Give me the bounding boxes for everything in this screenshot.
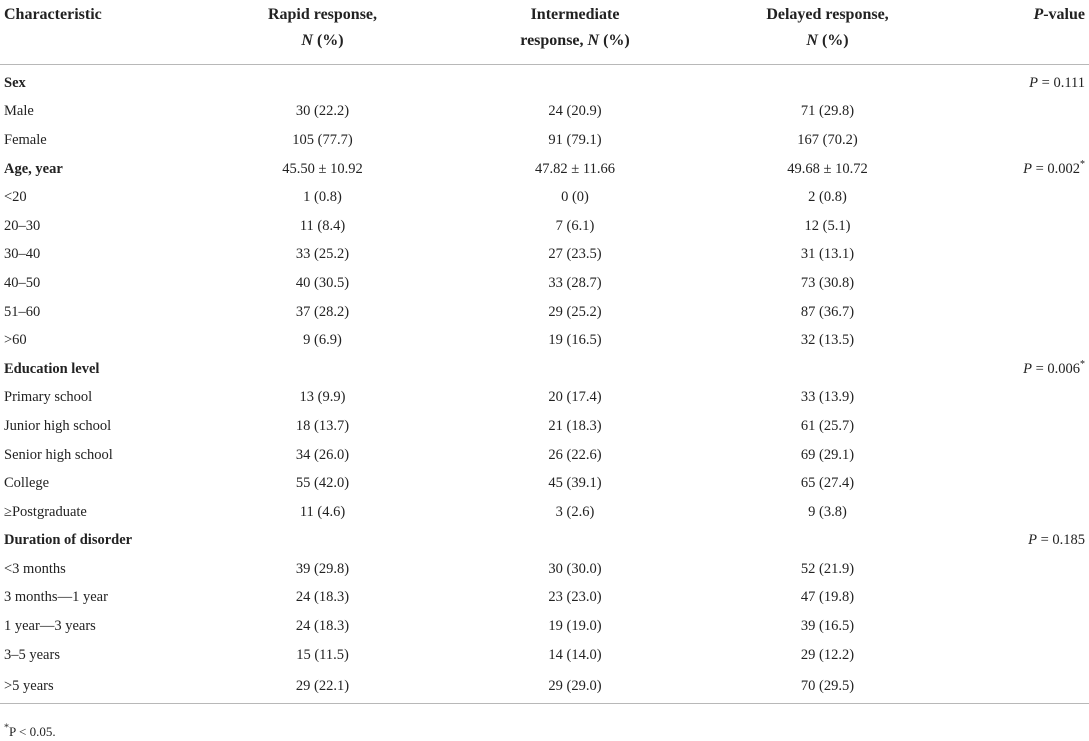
cell-delayed-response-text: 29 (12.2): [800, 646, 855, 663]
cell-characteristic: [0, 555, 190, 584]
cell-rapid-response-text: 30 (22.2): [295, 103, 350, 120]
cell-rapid-response-text: 29 (22.1): [295, 677, 350, 694]
cell-intermediate-response: [455, 469, 695, 498]
cell-rapid-response: [190, 669, 455, 704]
table-row: [0, 298, 1089, 327]
cell-intermediate-response: [455, 212, 695, 241]
cell-characteristic: [0, 355, 190, 384]
header-rapid-pct: (%): [312, 32, 344, 49]
cell-delayed-response-text: 61 (25.7): [800, 417, 855, 434]
cell-p-value-text: P = 0.002: [1023, 160, 1080, 177]
cell-p-value: [960, 469, 1089, 498]
cell-rapid-response-text: 55 (42.0): [295, 475, 350, 492]
table-row: [0, 326, 1089, 355]
cell-characteristic: [0, 98, 190, 127]
table-row: [0, 669, 1089, 704]
table-row: [0, 584, 1089, 613]
table-row: [0, 469, 1089, 498]
cell-delayed-response-text: 69 (29.1): [800, 446, 855, 463]
table-row: [0, 498, 1089, 527]
cell-intermediate-response-text: 91 (79.1): [548, 131, 602, 148]
cell-delayed-response: [695, 412, 960, 441]
p-value-star: *: [1080, 158, 1085, 170]
cell-p-value: [960, 355, 1089, 384]
header-inter-line1: Intermediate: [530, 6, 620, 23]
cell-rapid-response-text: 18 (13.7): [295, 417, 350, 434]
table-body: [0, 65, 1089, 704]
cell-rapid-response: [190, 641, 455, 670]
cell-p-value: [960, 412, 1089, 441]
table-row: [0, 527, 1089, 556]
cell-intermediate-response: [455, 498, 695, 527]
cell-characteristic-text: 30–40: [4, 246, 41, 263]
cell-characteristic-text: 40–50: [4, 274, 41, 291]
cell-characteristic: [0, 527, 190, 556]
cell-rapid-response-text: 24 (18.3): [295, 589, 350, 606]
cell-intermediate-response: [455, 412, 695, 441]
table-row: [0, 612, 1089, 641]
cell-intermediate-response-text: 26 (22.6): [548, 446, 602, 463]
cell-rapid-response-text: 24 (18.3): [295, 618, 350, 635]
cell-rapid-response-text: 45.50 ± 10.92: [282, 160, 363, 177]
footnote-text: P < 0.05.: [9, 724, 56, 739]
cell-characteristic: [0, 669, 190, 704]
cell-delayed-response: [695, 641, 960, 670]
cell-rapid-response-text: 34 (26.0): [295, 446, 350, 463]
cell-delayed-response-text: 70 (29.5): [800, 677, 855, 694]
cell-characteristic-text: Sex: [4, 74, 26, 91]
cell-delayed-response: [695, 298, 960, 327]
cell-rapid-response-text: 33 (25.2): [295, 246, 350, 263]
cell-intermediate-response-text: 29 (25.2): [548, 303, 602, 320]
cell-intermediate-response: [455, 298, 695, 327]
table-row: [0, 155, 1089, 184]
cell-p-value-text: P = 0.185: [1028, 532, 1085, 549]
cell-characteristic: [0, 384, 190, 413]
cell-delayed-response: [695, 527, 960, 556]
table-row: [0, 65, 1089, 98]
cell-p-value: [960, 584, 1089, 613]
cell-characteristic-text: 3 months—1 year: [4, 589, 108, 606]
cell-characteristic: [0, 212, 190, 241]
cell-delayed-response-text: 65 (27.4): [800, 475, 855, 492]
cell-delayed-response-text: 12 (5.1): [804, 217, 851, 234]
cell-characteristic-text: 51–60: [4, 303, 41, 320]
cell-characteristic: [0, 412, 190, 441]
cell-characteristic-text: <3 months: [4, 560, 66, 577]
cell-p-value: [960, 641, 1089, 670]
cell-rapid-response: [190, 355, 455, 384]
cell-intermediate-response: [455, 183, 695, 212]
cell-characteristic: [0, 65, 190, 98]
cell-rapid-response: [190, 298, 455, 327]
cell-characteristic-text: Duration of disorder: [4, 532, 133, 549]
cell-rapid-response: [190, 469, 455, 498]
cell-rapid-response: [190, 183, 455, 212]
cell-p-value: [960, 441, 1089, 470]
cell-p-value-text: P = 0.111: [1029, 74, 1085, 91]
cell-rapid-response: [190, 98, 455, 127]
cell-delayed-response-text: 167 (70.2): [797, 131, 858, 148]
cell-rapid-response-text: 11 (4.6): [299, 503, 346, 520]
cell-intermediate-response-text: 33 (28.7): [548, 274, 602, 291]
cell-rapid-response: [190, 155, 455, 184]
cell-delayed-response: [695, 98, 960, 127]
cell-characteristic-text: Primary school: [4, 389, 93, 406]
cell-p-value: [960, 183, 1089, 212]
cell-intermediate-response: [455, 155, 695, 184]
table-row: [0, 384, 1089, 413]
table-row: [0, 212, 1089, 241]
cell-rapid-response: [190, 384, 455, 413]
cell-characteristic-text: >60: [4, 332, 27, 349]
cell-delayed-response: [695, 498, 960, 527]
table-row: [0, 126, 1089, 155]
header-characteristic: [0, 0, 190, 65]
cell-intermediate-response: [455, 612, 695, 641]
cell-rapid-response: [190, 584, 455, 613]
cell-p-value: [960, 126, 1089, 155]
cell-rapid-response: [190, 555, 455, 584]
cell-delayed-response: [695, 241, 960, 270]
cell-characteristic: [0, 298, 190, 327]
cell-characteristic-text: Junior high school: [4, 417, 112, 434]
table-row: [0, 412, 1089, 441]
cell-intermediate-response: [455, 584, 695, 613]
cell-characteristic-text: 20–30: [4, 217, 41, 234]
cell-rapid-response-text: 1 (0.8): [303, 189, 342, 206]
header-inter-prefix: response,: [520, 32, 588, 49]
cell-delayed-response-text: 33 (13.9): [800, 389, 855, 406]
cell-delayed-response: [695, 269, 960, 298]
cell-rapid-response: [190, 412, 455, 441]
cell-p-value: [960, 155, 1089, 184]
cell-p-value: [960, 98, 1089, 127]
cell-p-value: [960, 498, 1089, 527]
cell-delayed-response: [695, 669, 960, 704]
cell-delayed-response: [695, 355, 960, 384]
header-p-rest: -value: [1043, 6, 1085, 23]
cell-delayed-response-text: 52 (21.9): [800, 560, 855, 577]
cell-intermediate-response-text: 45 (39.1): [548, 475, 602, 492]
cell-characteristic: [0, 183, 190, 212]
cell-p-value: [960, 555, 1089, 584]
cell-delayed-response-text: 2 (0.8): [808, 189, 847, 206]
cell-delayed-response: [695, 326, 960, 355]
cell-characteristic-text: Female: [4, 131, 47, 148]
cell-intermediate-response-text: 21 (18.3): [548, 417, 602, 434]
cell-rapid-response: [190, 326, 455, 355]
cell-rapid-response: [190, 527, 455, 556]
p-value-star: *: [1080, 358, 1085, 370]
cell-rapid-response-text: 37 (28.2): [295, 303, 350, 320]
cell-characteristic: [0, 469, 190, 498]
cell-characteristic: [0, 584, 190, 613]
table-row: [0, 441, 1089, 470]
cell-rapid-response: [190, 441, 455, 470]
cell-delayed-response-text: 9 (3.8): [808, 503, 847, 520]
cell-characteristic-text: Age, year: [4, 160, 63, 177]
cell-delayed-response-text: 31 (13.1): [800, 246, 855, 263]
cell-characteristic-text: ≥Postgraduate: [4, 503, 87, 520]
cell-intermediate-response-text: 0 (0): [561, 189, 589, 206]
cell-delayed-response: [695, 584, 960, 613]
table-row: [0, 98, 1089, 127]
cell-intermediate-response-text: 47.82 ± 11.66: [535, 160, 615, 177]
cell-characteristic-text: 3–5 years: [4, 646, 60, 663]
cell-intermediate-response-text: 20 (17.4): [548, 389, 602, 406]
cell-delayed-response-text: 49.68 ± 10.72: [787, 160, 868, 177]
cell-intermediate-response-text: 7 (6.1): [555, 217, 595, 234]
cell-delayed-response-text: 47 (19.8): [800, 589, 855, 606]
cell-delayed-response: [695, 469, 960, 498]
cell-rapid-response-text: 11 (8.4): [299, 217, 346, 234]
cell-rapid-response-text: 40 (30.5): [295, 274, 350, 291]
cell-rapid-response: [190, 612, 455, 641]
cell-characteristic-text: 1 year—3 years: [4, 618, 96, 635]
header-inter-pct: (%): [599, 32, 630, 49]
cell-characteristic-text: College: [4, 475, 50, 492]
cell-characteristic-text: >5 years: [4, 677, 54, 694]
cell-rapid-response: [190, 269, 455, 298]
cell-delayed-response: [695, 126, 960, 155]
cell-delayed-response: [695, 65, 960, 98]
cell-p-value: [960, 298, 1089, 327]
header-delayed-response: [695, 0, 960, 65]
cell-intermediate-response: [455, 641, 695, 670]
cell-intermediate-response-text: 24 (20.9): [548, 103, 602, 120]
cell-intermediate-response: [455, 355, 695, 384]
cell-intermediate-response: [455, 555, 695, 584]
cell-characteristic-text: Senior high school: [4, 446, 113, 463]
cell-rapid-response: [190, 241, 455, 270]
cell-characteristic-text: Male: [4, 103, 34, 120]
cell-p-value: [960, 65, 1089, 98]
cell-characteristic: [0, 612, 190, 641]
table-row: [0, 241, 1089, 270]
cell-delayed-response-text: 73 (30.8): [800, 274, 855, 291]
cell-intermediate-response-text: 29 (29.0): [548, 677, 602, 694]
cell-delayed-response: [695, 555, 960, 584]
cell-p-value: [960, 241, 1089, 270]
cell-delayed-response-text: 39 (16.5): [800, 618, 855, 635]
table-header: [0, 0, 1089, 65]
cell-delayed-response: [695, 612, 960, 641]
cell-rapid-response-text: 39 (29.8): [295, 560, 350, 577]
cell-intermediate-response: [455, 326, 695, 355]
header-delayed-line1: Delayed response,: [766, 6, 889, 23]
cell-intermediate-response: [455, 669, 695, 704]
cell-intermediate-response-text: 14 (14.0): [548, 646, 602, 663]
cell-delayed-response: [695, 441, 960, 470]
cell-p-value: [960, 612, 1089, 641]
cell-characteristic-text: <20: [4, 189, 27, 206]
cell-characteristic: [0, 641, 190, 670]
header-rapid-response: [190, 0, 455, 65]
cell-p-value: [960, 326, 1089, 355]
cell-rapid-response: [190, 126, 455, 155]
cell-delayed-response-text: 32 (13.5): [800, 332, 855, 349]
cell-intermediate-response: [455, 527, 695, 556]
cell-rapid-response: [190, 498, 455, 527]
cell-p-value-text: P = 0.006: [1023, 360, 1080, 377]
cell-intermediate-response: [455, 269, 695, 298]
header-delayed-n: N: [806, 32, 818, 49]
cell-delayed-response: [695, 183, 960, 212]
cell-characteristic: [0, 269, 190, 298]
header-characteristic-text: Characteristic: [4, 6, 102, 23]
header-intermediate-response: [455, 0, 695, 65]
header-p-italic: P: [1033, 6, 1044, 23]
cell-p-value: [960, 212, 1089, 241]
cell-intermediate-response: [455, 126, 695, 155]
cell-intermediate-response-text: 3 (2.6): [555, 503, 595, 520]
header-row: [0, 0, 1089, 65]
cell-delayed-response-text: 71 (29.8): [800, 103, 855, 120]
cell-intermediate-response: [455, 65, 695, 98]
cell-characteristic: [0, 155, 190, 184]
header-p-value: [960, 0, 1089, 65]
cell-intermediate-response: [455, 241, 695, 270]
cell-intermediate-response: [455, 384, 695, 413]
cell-p-value: [960, 384, 1089, 413]
cell-delayed-response-text: 87 (36.7): [800, 303, 855, 320]
table-row: [0, 183, 1089, 212]
cell-characteristic: [0, 326, 190, 355]
table-row: [0, 641, 1089, 670]
cell-intermediate-response-text: 19 (16.5): [548, 332, 602, 349]
cell-intermediate-response: [455, 98, 695, 127]
cell-p-value: [960, 269, 1089, 298]
cell-intermediate-response-text: 23 (23.0): [548, 589, 602, 606]
cell-p-value: [960, 669, 1089, 704]
cell-characteristic-text: Education level: [4, 360, 100, 377]
cell-rapid-response-text: 13 (9.9): [299, 389, 346, 406]
cell-p-value: [960, 527, 1089, 556]
cell-intermediate-response-text: 19 (19.0): [548, 618, 602, 635]
cell-rapid-response: [190, 212, 455, 241]
header-inter-n: N: [587, 32, 600, 49]
table-row: [0, 555, 1089, 584]
cell-characteristic: [0, 498, 190, 527]
cell-characteristic: [0, 441, 190, 470]
cell-intermediate-response-text: 30 (30.0): [548, 560, 602, 577]
cell-rapid-response-text: 15 (11.5): [296, 646, 349, 663]
cell-delayed-response: [695, 212, 960, 241]
cell-rapid-response-text: 105 (77.7): [292, 131, 353, 148]
cell-characteristic: [0, 126, 190, 155]
header-rapid-line1: Rapid response,: [267, 6, 378, 23]
cell-rapid-response: [190, 65, 455, 98]
footnote-star: *: [4, 722, 9, 734]
table-row: [0, 355, 1089, 384]
header-delayed-pct: (%): [817, 32, 849, 49]
cell-delayed-response: [695, 155, 960, 184]
cell-characteristic: [0, 241, 190, 270]
header-rapid-n: N: [301, 32, 313, 49]
cell-intermediate-response: [455, 441, 695, 470]
cell-delayed-response: [695, 384, 960, 413]
table-footnote: [4, 724, 56, 740]
cell-rapid-response-text: 9 (6.9): [303, 332, 342, 349]
table-row: [0, 269, 1089, 298]
cell-intermediate-response-text: 27 (23.5): [548, 246, 602, 263]
